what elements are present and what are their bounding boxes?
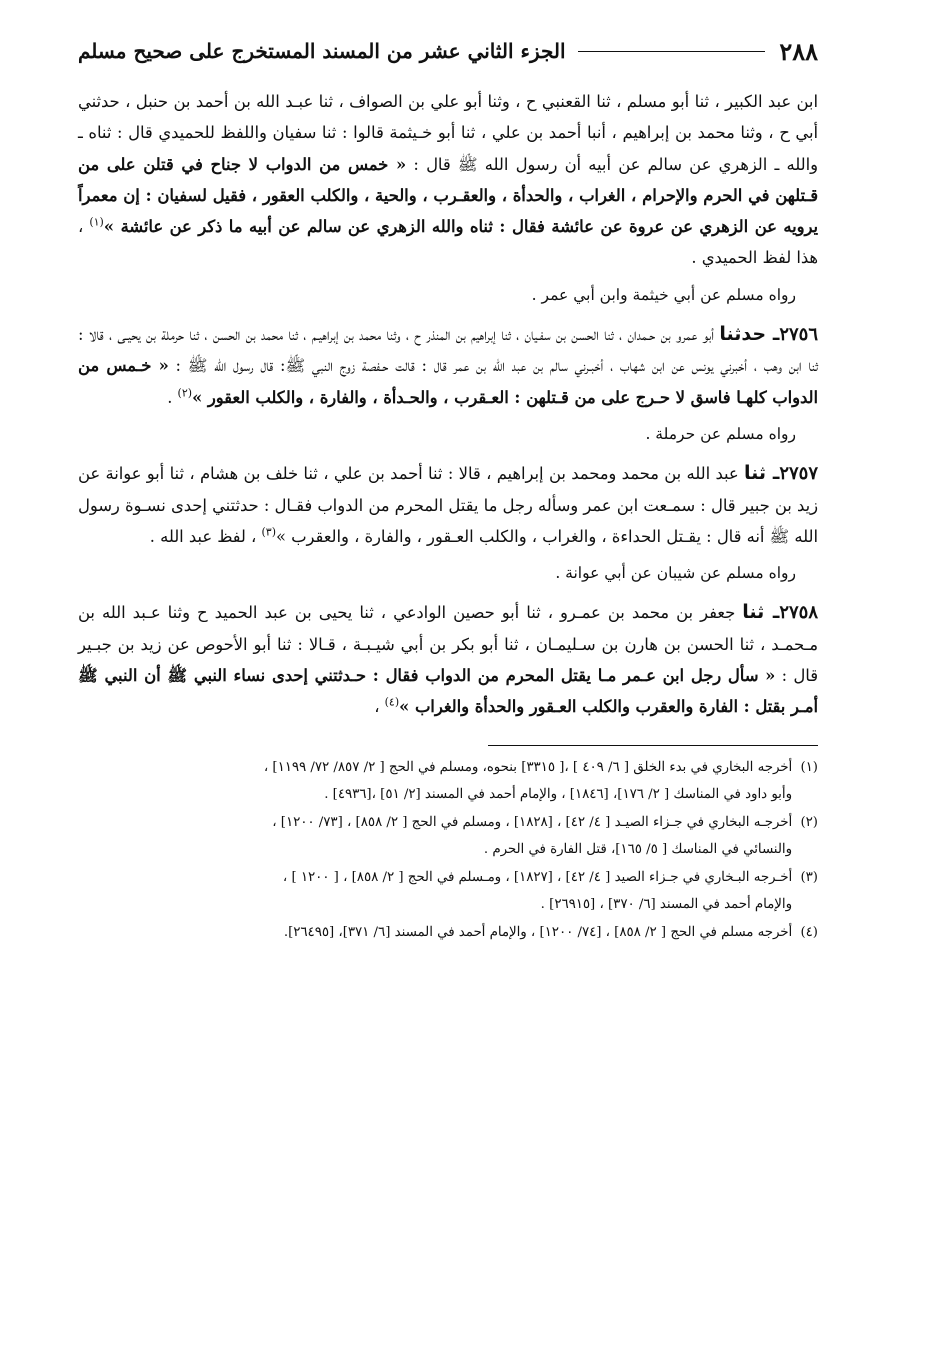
footnote-text: أخرجه البخاري في بدء الخلق [ ٦/ ٤٠٩ ] ،[ ٣٣١٥] بنحوه، ومسلم في الحج [ ٢/ ٨٥٧/ ٧٢/ ١١٩٩] ، (263, 759, 793, 775)
footnote-text: أخرجه مسلم في الحج [ ٢/ ٨٥٨] ، [٧٤/ ١٢٠٠] ، والإمام أحمد في المسند [٦/ ٣٧١]، [٢٦٤٩٥]. (283, 924, 793, 940)
footnote-2 (78, 809, 818, 864)
footnote-text: والإمام أحمد في المسند [٦/ ٣٧٠] ، [٢٦٩١٥] . (540, 897, 792, 913)
isnad-text: أبو عمرو بن حـمدان ، ثنا الحسن بن سفـيان ، ثنا إبراهيم بن المنذر ح ، وثنا محمد بن إبراهيـم ، ثنا محمد بن الحسن ، ثنا حرملة بن يحيـى ، قالا : ثنا ابن وهب ، أخبرني يونس عن ابن شهاب ، أخبـرني سالم بن عبد الله بن عمر قال : قالت حـفصة زوج النبي ﷺ: قال رسول الله ﷺ : (78, 325, 818, 376)
matn-text: « خمس من الدواب لا جناح في قتلن على من قـتلهن في الحرم والإحرام ، الغراب ، والحدأة ، والعقـرب ، والحية ، والكلب العقور ، فقيل لسفيان : إن معمراً يرويه عن الزهري عن عروة عن عائشة فقال : ثناه والله الزهري عن سالم عن أبيه ما ذكر عن عائشة » (78, 154, 818, 237)
footnote-label: (٤) (800, 924, 818, 940)
hadith-verb: ـ ثنا (742, 601, 780, 624)
paragraph-tail: . (167, 387, 178, 407)
footnote-text: أخـرجه البـخاري في جـزاء الصيد [ ٤/ ٤٢] ، [١٨٢٧] ، ومـسلم في الحج [ ٢/ ٨٥٨] ، [ ١٢٠٠ ] ، (282, 869, 793, 885)
narration-note: رواه مسلم عن شيبان عن أبي عوانة . (555, 564, 796, 583)
footnotes (78, 754, 818, 947)
footnote-separator (488, 745, 818, 746)
running-header (78, 30, 818, 72)
hadith-2756 (78, 319, 818, 413)
footnote-label: (٣) (800, 869, 818, 885)
narration-note: رواه مسلم عن أبي خيثمة وابن أبي عمر . (531, 285, 796, 304)
hadith-2757 (78, 458, 818, 552)
matn-text: « سأل رجل ابن عـمر مـا يقتل المحرم من الدواب فقال : حـدثتني إحدى نساء النبي ﷺ أن النبي ﷺ أمـر بقتل : الفارة والعقرب والكلب العـقور والحدأة والغراب » (78, 666, 818, 717)
footnote-ref-4[interactable]: (٤) (384, 695, 400, 709)
hadith-number: ٢٧٥٧ (779, 463, 818, 485)
footnote-ref-3[interactable]: (٣) (261, 525, 277, 539)
page-number: ٢٨٨ (779, 36, 818, 66)
hadith-2758 (78, 597, 818, 722)
hadith-verb: ـ ثنا (744, 462, 780, 485)
matn-text: « خـمس من الدواب كلهـا فاسق لا حـرج على من قـتلهن : العـقرب ، والحـدأة ، والفارة ، والكلب العقور » (78, 356, 818, 407)
hadith-number: ٢٧٥٦ (779, 324, 818, 346)
isnad-text: ابن عبد الكبير ، ثنا أبو مسلم ، ثنا القعنبي ح ، وثنا أبو علي بن الصواف ، ثنا عبـد الله بن أحمد بن حنبل ، حدثني أبي ح ، وثنا محمد بن إبراهيم ، أنبا أحمد بن علي ، ثنا أبو خـيثمة قالوا : ثنا سفيان واللفظ للحميدي قال : ثناه ـ والله ـ الزهري عن سالم عن أبيه أن رسول الله ﷺ قال : (78, 92, 818, 174)
footnote-text: أخرجـه البخاري في جـزاء الصيـد [ ٤/ ٤٢] ، [١٨٢٨] ، ومسلم في الحج [ ٢/ ٨٥٨] ، [٧٣/ ١٢٠٠] ، (272, 814, 793, 830)
footnote-text: وأبو داود في المناسك [ ٢/ ١٧٦]، [١٨٤٦] ، والإمام أحمد في المسند [٢/ ٥١] ،[٤٩٣٦] . (324, 787, 792, 803)
footnote-text: والنسائي في المناسك [ ٥/ ١٦٥]، قتل الفارة في الحرم . (483, 842, 792, 858)
footnote-3 (78, 864, 818, 919)
main-text (78, 86, 818, 723)
footnote-ref-1[interactable]: (١) (89, 215, 104, 229)
narration-note: رواه مسلم عن حرملة . (645, 424, 796, 443)
isnad-text: جعفر بن محمد بن عمـرو ، ثنا أبو حصين الوادعي ، ثنا يحيى بن عبد الحميد ح وثنا عـبد الله بن مـحمـد ، ثنا الحسن بن هارن بن سـليمـان ، ثنا أبو بكر بن أبي شيـبـة ، قـالا : ثنا أبو الأحوص عن زيد بن جبـير قال : (78, 603, 818, 686)
hadith-verb: ـ حدثنا (719, 323, 780, 346)
footnote-label: (٢) (800, 814, 818, 830)
footnote-ref-2[interactable]: (٢) (177, 386, 193, 400)
footnote-label: (١) (800, 759, 818, 775)
paragraph-tail: ، (374, 697, 385, 717)
footnote-1 (78, 754, 818, 809)
header-rule (578, 51, 766, 52)
book-page (78, 30, 818, 1340)
hadith-number: ٢٧٥٨ (779, 602, 818, 624)
isnad-text: عبد الله بن محمد ومحمد بن إبراهيم ، قالا : ثنا أحمد بن علي ، ثنا خلف بن هشام ، ثنا أبو عوانة عن زيد بن جبير قال : سمـعت ابن عمر وسأله رجل ما يقتل المحرم من الدواب فقـال : حدثتني إحدى نسـوة رسول الله ﷺ أنه قال : يقـتل الحداءة ، والغراب ، والكلب العـقور ، والفارة ، والعقرب » (78, 464, 818, 546)
running-title: الجزء الثاني عشر من المسند المستخرج على صحيح مسلم (78, 39, 566, 63)
paragraph-continuation (78, 86, 818, 274)
paragraph-tail: ، لفظ عبد الله . (149, 526, 262, 546)
footnote-4 (78, 919, 818, 947)
paragraph-tail: ، هذا لفظ الحميدي . (78, 217, 818, 268)
